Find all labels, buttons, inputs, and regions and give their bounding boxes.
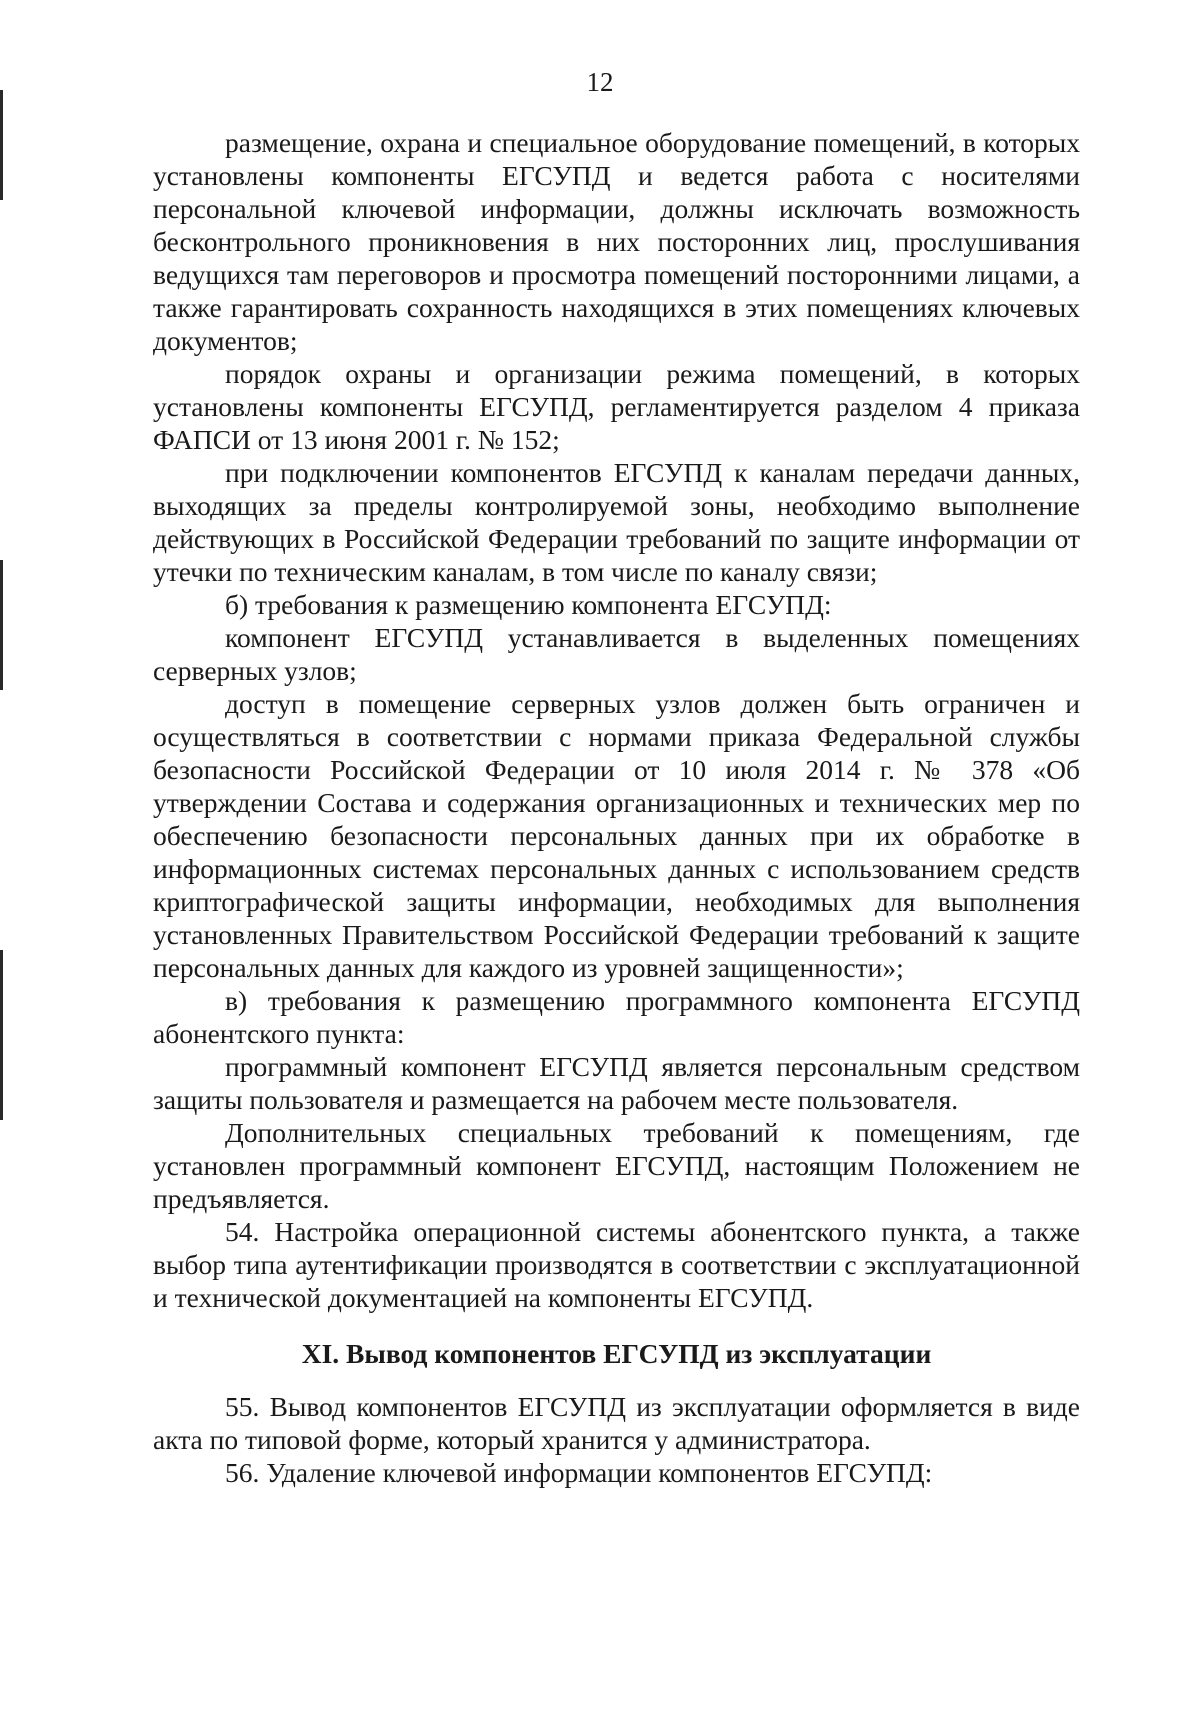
paragraph: 55. Вывод компонентов ЕГСУПД из эксплуатации оформляется в виде акта по типовой форме, который хранится у администратора. [153,1391,1080,1455]
document-body [153,126,1080,1489]
scan-edge-mark [0,90,3,200]
paragraph: порядок охраны и организации режима помещений, в которых установлены компоненты ЕГСУПД, регламентируется разделом 4 приказа ФАПСИ от 13 июня 2001 г. № 152; [153,358,1080,455]
paragraph: при подключении компонентов ЕГСУПД к каналам передачи данных, выходящих за пределы контролируемой зоны, необходимо выполнение действующих в Российской Федерации требований по защите информации от утечки по техническим каналам, в том числе по каналу связи; [153,457,1080,587]
paragraph: компонент ЕГСУПД устанавливается в выделенных помещениях серверных узлов; [153,622,1080,686]
paragraph: в) требования к размещению программного компонента ЕГСУПД абонентского пункта: [153,985,1080,1049]
paragraph: 54. Настройка операционной системы абонентского пункта, а также выбор типа аутентификации производятся в соответствии с эксплуатационной и технической документацией на компоненты ЕГСУПД. [153,1216,1080,1313]
scan-edge-mark [0,950,3,1120]
paragraph: Дополнительных специальных требований к помещениям, где установлен программный компонент ЕГСУПД, настоящим Положением не предъявляется. [153,1117,1080,1214]
paragraph: программный компонент ЕГСУПД является персональным средством защиты пользователя и размещается на рабочем месте пользователя. [153,1051,1080,1115]
paragraph: доступ в помещение серверных узлов должен быть ограничен и осуществляться в соответствии с нормами приказа Федеральной службы безопасности Российской Федерации от 10 июля 2014 г. № 378 «Об утверждении Состава и содержания организационных и технических мер по обеспечению безопасности персональных данных при их обработке в информационных системах персональных данных с использованием средств криптографической защиты информации, необходимых для выполнения установленных Правительством Российской Федерации требований к защите персональных данных для каждого из уровней защищенности»; [153,688,1080,983]
scan-edge-mark [0,560,3,690]
section-heading: XI. Вывод компонентов ЕГСУПД из эксплуатации [301,1338,932,1369]
page-number: 12 [586,67,614,97]
paragraph: б) требования к размещению компонента ЕГСУПД: [225,589,832,620]
paragraph: размещение, охрана и специальное оборудование помещений, в которых установлены компоненты ЕГСУПД и ведется работа с носителями персональной ключевой информации, должны исключать возможность бесконтрольного проникновения в них посторонних лиц, прослушивания ведущихся там переговоров и просмотра помещений посторонними лицами, а также гарантировать сохранность находящихся в этих помещениях ключевых документов; [153,127,1080,356]
paragraph: 56. Удаление ключевой информации компонентов ЕГСУПД: [225,1457,933,1488]
